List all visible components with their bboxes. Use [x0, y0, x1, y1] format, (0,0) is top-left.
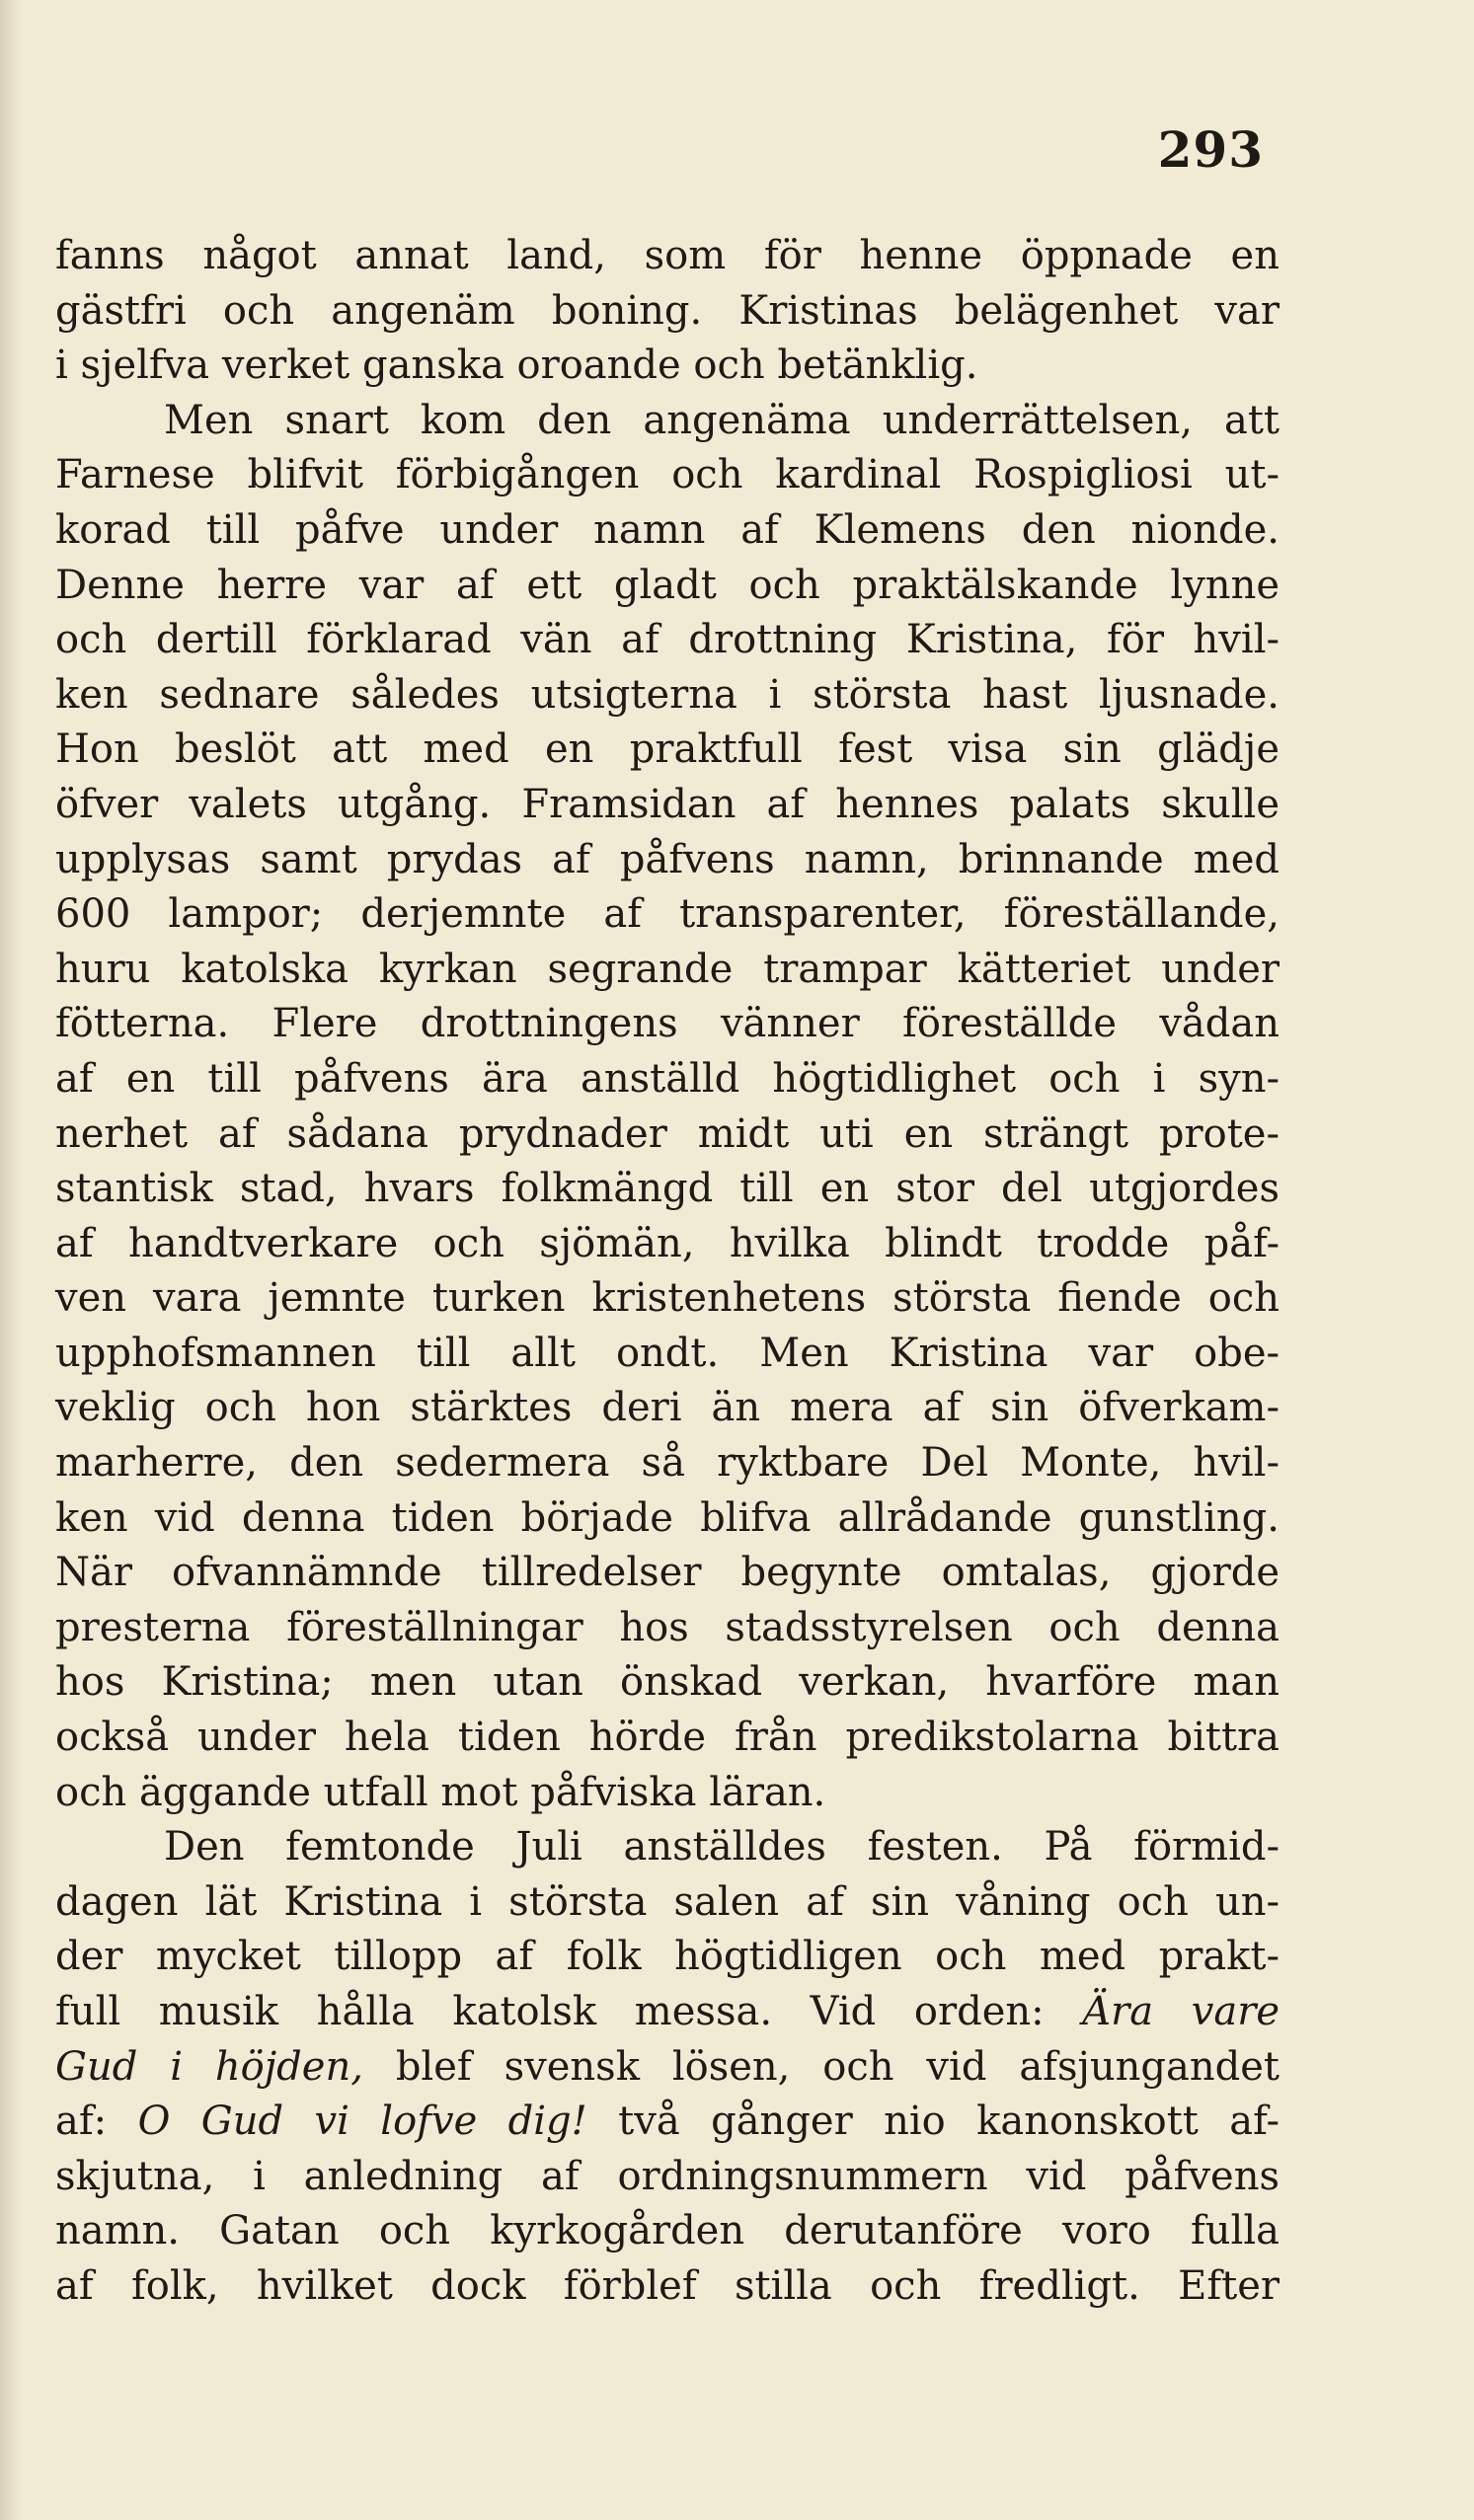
- text-line: ven vara jemnte turken kristenhetens största fiende och: [55, 1275, 1280, 1322]
- text-line: Den femtonde Juli anställdes festen. På förmid-: [164, 1824, 1280, 1871]
- text-line: Farnese blifvit förbigången och kardinal Rospigliosi ut-: [55, 452, 1280, 498]
- text-line: upplysas samt prydas af påfvens namn, brinnande med: [55, 836, 1280, 882]
- text-line: fanns något annat land, som för henne öppnade en: [55, 233, 1280, 278]
- line-text: af:: [55, 2099, 108, 2145]
- text-line: af handtverkare och sjömän, hvilka blindt trodde påf-: [55, 1220, 1280, 1266]
- text-line: också under hela tiden hörde från predikstolarna bittra: [55, 1715, 1280, 1761]
- text-line: Denne herre var af ett gladt och praktälskande lynne: [55, 562, 1280, 608]
- text-line: hos Kristina; men utan önskad verkan, hvarföre man: [55, 1659, 1280, 1706]
- text-line: fötterna. Flere drottningens vänner föreställde vådan: [55, 1001, 1280, 1047]
- text-line: 600 lampor; derjemnte af transparenter, föreställande,: [55, 891, 1280, 938]
- text-line: skjutna, i anledning af ordningsnummern vid påfvens: [55, 2153, 1280, 2199]
- text-line: upphofsmannen till allt ondt. Men Kristina var obe-: [55, 1330, 1280, 1376]
- text-line: gästfri och angenäm boning. Kristinas belägenhet var: [55, 287, 1280, 334]
- text-line: af en till påfvens ära anställd högtidlighet och i syn-: [55, 1055, 1280, 1102]
- text-line: dagen lät Kristina i största salen af sin våning och un-: [55, 1878, 1280, 1925]
- italic-phrase: O Gud vi lofve dig!: [137, 2099, 587, 2145]
- text-line: huru katolska kyrkan segrande trampar kätteriet under: [55, 946, 1280, 992]
- text-line: nerhet af sådana prydnader midt uti en strängt prote-: [55, 1110, 1280, 1157]
- text-line: namn. Gatan och kyrkogården derutanföre voro fulla: [55, 2208, 1280, 2254]
- text-line: presterna föreställningar hos stadsstyrelsen och denna: [55, 1604, 1280, 1650]
- page-number: 293: [1157, 120, 1264, 179]
- text-line: af folk, hvilket dock förblef stilla och fredligt. Efter: [55, 2262, 1280, 2309]
- text-line: ken sednare således utsigterna i största hast ljusnade.: [55, 671, 1280, 718]
- text-line: stantisk stad, hvars folkmängd till en stor del utgjordes: [55, 1166, 1280, 1212]
- text-line: marherre, den sedermera så ryktbare Del Monte, hvil-: [55, 1440, 1280, 1487]
- page-gutter: [0, 0, 22, 2520]
- line-text: full musik hålla katolsk messa. Vid orden:: [55, 1989, 1045, 2034]
- text-line: [55, 2095, 1280, 2150]
- text-line: När ofvannämnde tillredelser begynte omtalas, gjorde: [55, 1550, 1280, 1596]
- text-line: Men snart kom den angenäma underrättelsen, att: [164, 397, 1280, 443]
- text-line: korad till påfve under namn af Klemens den nionde.: [55, 506, 1280, 553]
- text-line: och dertill förklarad vän af drottning Kristina, för hvil-: [55, 617, 1280, 663]
- line-text: två gånger nio kanonskott af-: [618, 2099, 1280, 2145]
- text-line: ken vid denna tiden började blifva allrådande gunstling.: [55, 1494, 1280, 1541]
- text-line: Hon beslöt att med en praktfull fest visa sin glädje: [55, 726, 1280, 773]
- text-line: i sjelfva verket ganska oroande och betänklig.: [55, 343, 978, 389]
- text-line: öfver valets utgång. Framsidan af hennes palats skulle: [55, 781, 1280, 827]
- italic-phrase: Ära vare: [1082, 1989, 1280, 2034]
- body-text: [55, 229, 1280, 2315]
- text-line: [55, 1985, 1280, 2040]
- line-text: blef svensk lösen, och vid afsjungandet: [395, 2043, 1280, 2090]
- text-line: veklig och hon stärktes deri än mera af sin öfverkam-: [55, 1385, 1280, 1431]
- text-line: och äggande utfall mot påfviska läran.: [55, 1769, 826, 1815]
- text-line: der mycket tillopp af folk högtidligen och med prakt-: [55, 1934, 1280, 1980]
- text-line: [55, 2040, 1280, 2096]
- italic-phrase: Gud i höjden,: [55, 2043, 363, 2090]
